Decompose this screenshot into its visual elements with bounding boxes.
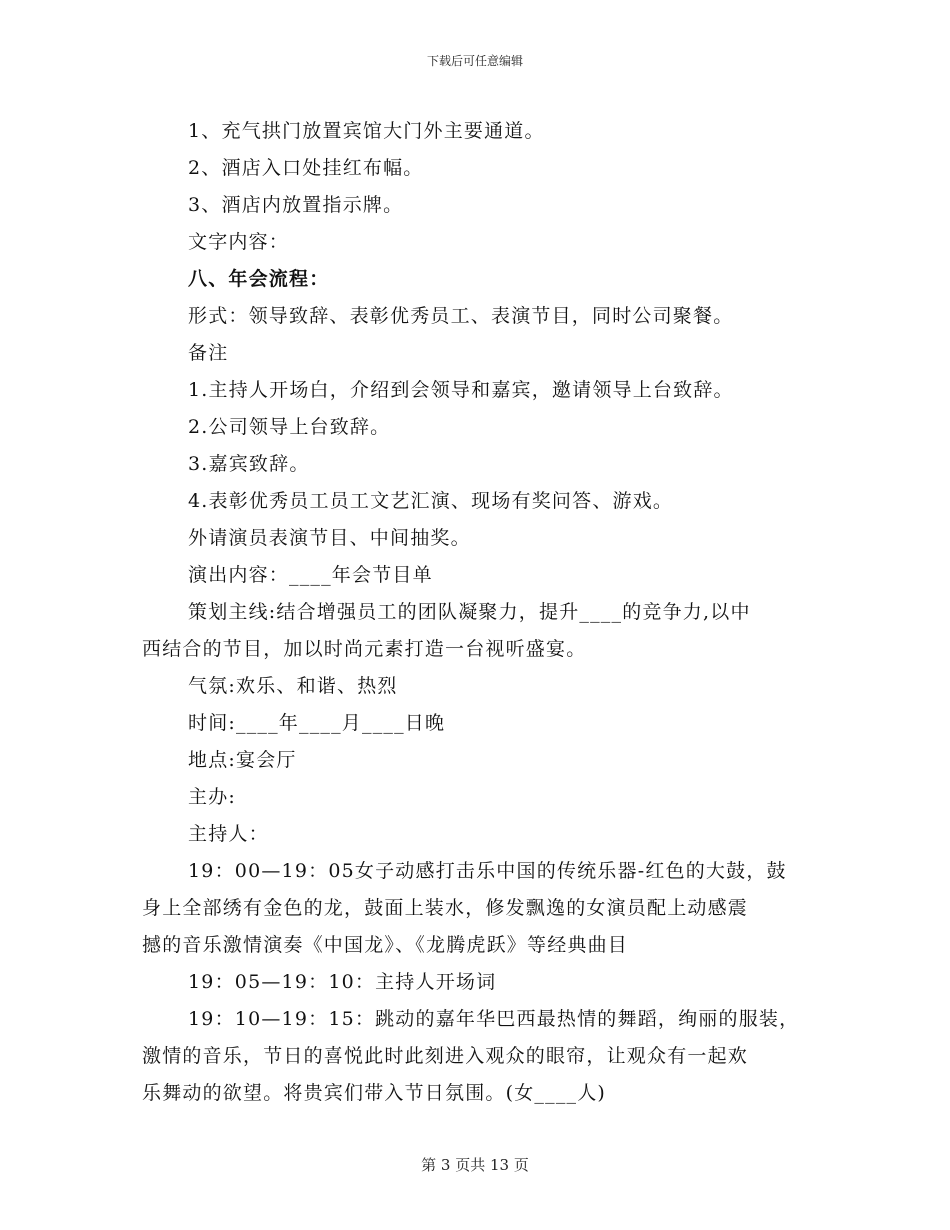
- section-heading: 八、年会流程：: [188, 268, 330, 290]
- location-line: 地点:宴会厅: [188, 749, 297, 771]
- organizer-line: 主办:: [188, 786, 237, 808]
- flow-item-2: 2.公司领导上台致辞。: [188, 416, 391, 438]
- atmosphere-line: 气氛:欢乐、和谐、热烈: [188, 675, 398, 697]
- planning-line-1: 策划主线:结合增强员工的团队凝聚力，提升____的竞争力,以中: [188, 601, 751, 623]
- flow-item-1: 1.主持人开场白，介绍到会领导和嘉宾，邀请领导上台致辞。: [188, 379, 734, 401]
- page-footer: 第 3 页共 13 页: [421, 1156, 529, 1174]
- program-3-line-1: 19：10—19：15：跳动的嘉年华巴西最热情的舞蹈，绚丽的服装，: [188, 1008, 800, 1030]
- program-1-line-3: 撼的音乐激情演奏《中国龙》、《龙腾虎跃》等经典曲目: [142, 934, 629, 956]
- setup-item-2: 2、酒店入口处挂红布幅。: [188, 157, 424, 179]
- notes-label: 备注: [188, 342, 229, 364]
- flow-item-3: 3.嘉宾致辞。: [188, 453, 310, 475]
- setup-item-3: 3、酒店内放置指示牌。: [188, 194, 404, 216]
- extra-line: 外请演员表演节目、中间抽奖。: [188, 527, 471, 549]
- program-2-line: 19：05—19：10：主持人开场词: [188, 971, 497, 993]
- setup-item-1: 1、充气拱门放置宾馆大门外主要通道。: [188, 120, 545, 142]
- program-1-line-1: 19：00—19：05女子动感打击乐中国的传统乐器-红色的大鼓，鼓: [188, 860, 787, 882]
- program-3-line-3: 乐舞动的欲望。将贵宾们带入节日氛围。(女____人): [142, 1082, 607, 1104]
- page-header: 下载后可任意编辑: [426, 54, 523, 68]
- text-content-label: 文字内容：: [188, 231, 290, 253]
- format-line: 形式：领导致辞、表彰优秀员工、表演节目，同时公司聚餐。: [188, 305, 734, 327]
- program-1-line-2: 身上全部绣有金色的龙，鼓面上装水，修发飘逸的女演员配上动感震: [142, 897, 749, 919]
- planning-line-2: 西结合的节目，加以时尚元素打造一台视听盛宴。: [142, 638, 587, 660]
- flow-item-4: 4.表彰优秀员工员工文艺汇演、现场有奖问答、游戏。: [188, 490, 674, 512]
- performance-content: 演出内容：____年会节目单: [188, 564, 433, 586]
- host-line: 主持人：: [188, 823, 269, 845]
- program-3-line-2: 激情的音乐，节日的喜悦此时此刻进入观众的眼帘，让观众有一起欢: [142, 1045, 749, 1067]
- time-line: 时间:____年____月____日晚: [188, 712, 446, 734]
